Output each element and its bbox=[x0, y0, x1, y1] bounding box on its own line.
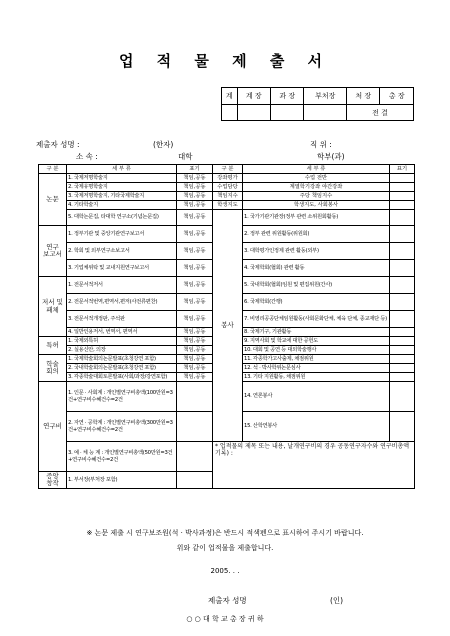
edu-mark bbox=[390, 192, 415, 201]
service-mark bbox=[390, 260, 415, 277]
item-text: 1. 인문 · 사회계 : 개인별연구비총액(100만원=3건+연구비수혜건수=2건 bbox=[67, 382, 177, 412]
service-item: 7. 비영리공공단체임원활동(사회문화단체, 체육 단체, 종교재단 등) bbox=[243, 311, 390, 328]
section-label: 저서 및 패체 bbox=[39, 277, 67, 337]
item-text: 4. 기타학술지 bbox=[67, 201, 177, 210]
service-mark bbox=[390, 346, 415, 355]
approval-box bbox=[221, 87, 414, 121]
achievement-table bbox=[38, 164, 415, 489]
section-label: 연구비 bbox=[39, 382, 67, 472]
item-text: 1. 부서장(부처장 포함) bbox=[67, 472, 177, 489]
item-mark: 책임,공동 bbox=[177, 355, 213, 364]
service-item: 14. 연론봉사 bbox=[243, 382, 390, 412]
approval-header-cell: 과 장 bbox=[270, 88, 303, 105]
service-item: 6. 국제학회(간행) bbox=[243, 294, 390, 311]
edu-item: 학생지도, 사회봉사 bbox=[243, 201, 390, 210]
item-text: 2. 국제유명학술지 bbox=[67, 183, 177, 192]
section-label: 특허 bbox=[39, 337, 67, 355]
item-mark: 책임,공동 bbox=[177, 373, 213, 382]
service-item: 9. 지역사회 및 학교에 대한 공헌도 bbox=[243, 337, 390, 346]
item-mark: 책임,공동 bbox=[177, 260, 213, 277]
table-note: * 업적물의 제목 또는 내용, 날개연구비의 경우 공동연구자수와 연구비총액 기록) : bbox=[213, 442, 415, 489]
service-item: 10. 대회 및 공연 등 대외학술행사 bbox=[243, 346, 390, 355]
section-label: 논문 bbox=[39, 174, 67, 226]
section-label: 증앙 창작 bbox=[39, 472, 67, 489]
document-title: 업 적 물 제 출 서 bbox=[118, 52, 332, 70]
item-mark: 책임,공동 bbox=[177, 210, 213, 226]
service-item: 11. 각종학가고사출제, 채점위원 bbox=[243, 355, 390, 364]
item-text: 1. 국제저명학술지 bbox=[67, 174, 177, 183]
item-mark: 책임,공동 bbox=[177, 346, 213, 355]
edu-item: 수업 전반 bbox=[243, 174, 390, 183]
seal-mark: (인) bbox=[330, 596, 344, 605]
section-label: 학술 회의 bbox=[39, 355, 67, 382]
table-header-cell: 표기 bbox=[177, 165, 213, 174]
item-text: 2. 전문서적번역,편역서,편저(사전류편찬) bbox=[67, 294, 177, 311]
item-text: 1. 국제학술회의논문발표(초청강연 포함) bbox=[67, 355, 177, 364]
table-header-cell: 표기 bbox=[390, 165, 415, 174]
signature-label: 제출자 성명 bbox=[208, 596, 247, 605]
service-mark bbox=[390, 226, 415, 243]
item-text: 5. 대학논문집, 타대학 연구소(기념논문집) bbox=[67, 210, 177, 226]
item-text: 2. 자연 · 공학계 : 개인별연구비총액(300만원=3건+연구비수혜건수=2건 bbox=[67, 412, 177, 442]
edu-category: 수업담당 bbox=[213, 183, 243, 192]
item-mark: 책임,공동 bbox=[177, 226, 213, 243]
approval-header-cell: 부처장 bbox=[304, 88, 347, 105]
service-mark bbox=[390, 373, 415, 382]
item-mark: 책임,공동 bbox=[177, 311, 213, 328]
item-mark bbox=[177, 412, 213, 442]
college-label: 대학 bbox=[178, 152, 193, 161]
item-mark: 책임,공동 bbox=[177, 294, 213, 311]
item-text: 3. 각종학술대회토론발표(사회/과장/강연포함) bbox=[67, 373, 177, 382]
service-mark bbox=[390, 243, 415, 260]
section-label: 연구 보고서 bbox=[39, 226, 67, 277]
item-text: 3. 예 · 체 능 계 : 개인별연구비총액(50만원=3건+연구비수혜건수=2건 bbox=[67, 442, 177, 472]
service-mark bbox=[390, 311, 415, 328]
item-mark: 책임,공동 bbox=[177, 192, 213, 201]
affiliation-label: 소 속 : bbox=[76, 152, 98, 161]
table-header-cell: 구 분 bbox=[213, 165, 243, 174]
service-mark bbox=[390, 337, 415, 346]
item-text: 2. 국내학술회의논문발표(초청강연 포함) bbox=[67, 364, 177, 373]
service-mark bbox=[390, 364, 415, 373]
service-item: 1. 국가기관기관장(정부 관련 소위원회활동) bbox=[243, 210, 390, 226]
service-item: 3. 대학평가인정제 관련 활동(외부) bbox=[243, 243, 390, 260]
item-text: 1. 국제외특허 bbox=[67, 337, 177, 346]
approval-header-cell: 계 장 bbox=[237, 88, 270, 105]
table-header-cell: 세 부 류 bbox=[243, 165, 390, 174]
item-mark bbox=[177, 472, 213, 489]
service-mark bbox=[390, 412, 415, 442]
item-text: 2. 학회 및 외부연구소보고서 bbox=[67, 243, 177, 260]
service-item: 13. 기타 지원활동, 채점위원 bbox=[243, 373, 390, 382]
item-text: 1. 정부기관 및 중앙기관연구보고서 bbox=[67, 226, 177, 243]
addressee-text: ○ ○ 대 학 교 총 장 귀 하 bbox=[186, 615, 264, 623]
notice-text: ※ 논문 제출 시 연구보조원(석 · 박사과정)은 반드시 적색펜으로 표시하여 주시기 바랍니다. bbox=[86, 529, 364, 537]
edu-category: 책임지수 bbox=[213, 192, 243, 201]
item-mark: 책임,공동 bbox=[177, 337, 213, 346]
service-mark bbox=[390, 210, 415, 226]
item-mark: 책임,공동 bbox=[177, 364, 213, 373]
item-text: 1. 전문서적저서 bbox=[67, 277, 177, 294]
item-mark: 책임,공동 bbox=[177, 243, 213, 260]
item-mark: 책임,공동 bbox=[177, 201, 213, 210]
name-label: 제출자 성명 : bbox=[36, 140, 80, 149]
service-mark bbox=[390, 277, 415, 294]
edu-category: 강좌평가 bbox=[213, 174, 243, 183]
service-item: 4. 국제학회(협회) 관련 활동 bbox=[243, 260, 390, 277]
approval-header-cell: 계 bbox=[222, 88, 238, 105]
table-header-cell: 세 부 류 bbox=[67, 165, 177, 174]
service-item: 15. 산학연봉사 bbox=[243, 412, 390, 442]
submit-date: 2005. . . bbox=[210, 567, 240, 575]
approval-header-cell: 총 장 bbox=[380, 88, 414, 105]
edu-category: 학생지도 bbox=[213, 201, 243, 210]
service-mark bbox=[390, 382, 415, 412]
edu-mark bbox=[390, 174, 415, 183]
item-text: 3. 국제저명학술지, 기타국제학술지 bbox=[67, 192, 177, 201]
item-text: 3. 전문서적개정판, 주석판 bbox=[67, 311, 177, 328]
item-mark bbox=[177, 442, 213, 472]
approval-sig-label: 전 결 bbox=[347, 105, 414, 121]
service-mark bbox=[390, 355, 415, 364]
service-item: 12. 석 · 박사학위논문심사 bbox=[243, 364, 390, 373]
item-text: 2. 실용신안, 의장 bbox=[67, 346, 177, 355]
item-text: 3. 기업체위탁 및 교내지원연구보고서 bbox=[67, 260, 177, 277]
dept-label: 학부(과) bbox=[317, 152, 345, 161]
service-item: 2. 정부 관련 위원활동(위원회) bbox=[243, 226, 390, 243]
service-mark bbox=[390, 294, 415, 311]
statement-text: 위와 같이 업적물을 제출합니다. bbox=[176, 544, 274, 552]
edu-mark bbox=[390, 183, 415, 192]
item-mark: 책임,공동 bbox=[177, 174, 213, 183]
hanja-label: (한자) bbox=[153, 140, 174, 149]
service-item: 8. 국제기구, 기관활동 bbox=[243, 328, 390, 337]
approval-header-cell: 처 장 bbox=[347, 88, 380, 105]
table-header-cell: 구 분 bbox=[39, 165, 67, 174]
service-mark bbox=[390, 328, 415, 337]
service-item: 5. 국내학회(협회)임원 및 편집위원(간사) bbox=[243, 277, 390, 294]
edu-item: 계열학기강좌 야간강좌 bbox=[243, 183, 390, 192]
item-mark: 책임,공동 bbox=[177, 277, 213, 294]
edu-mark bbox=[390, 201, 415, 210]
item-mark: 책임,공동 bbox=[177, 328, 213, 337]
item-mark bbox=[177, 382, 213, 412]
position-label: 직 위 : bbox=[310, 140, 332, 149]
section-label: 봉사 bbox=[213, 210, 243, 442]
edu-item: 주당 책임지수 bbox=[243, 192, 390, 201]
item-text: 4. 일반인용저서, 번역서, 편역서 bbox=[67, 328, 177, 337]
item-mark: 책임,공동 bbox=[177, 183, 213, 192]
